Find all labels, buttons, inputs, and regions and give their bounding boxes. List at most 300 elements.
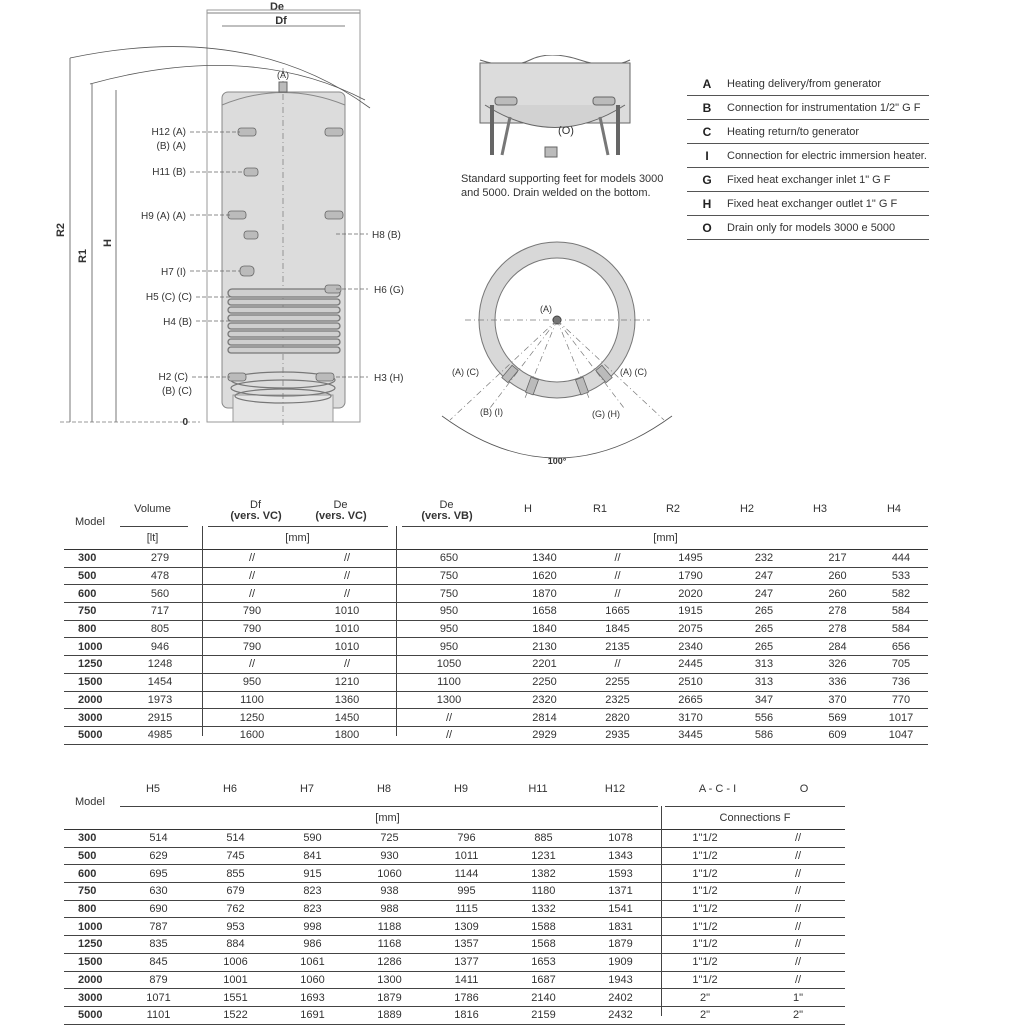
value-cell: 1411 [428, 971, 505, 989]
value-cell: 1786 [428, 989, 505, 1007]
value-cell: 1658 [508, 603, 581, 621]
legend-text: Fixed heat exchanger outlet 1" G F [727, 197, 898, 210]
value-cell: 1831 [582, 918, 659, 936]
value-cell: 1078 [582, 830, 659, 847]
value-cell: 679 [197, 883, 274, 901]
t2-body [64, 830, 845, 1025]
legend-key: O [702, 220, 712, 235]
value-cell: 1800 [304, 726, 390, 744]
value-cell: 279 [120, 550, 200, 567]
value-cell: 1840 [508, 620, 581, 638]
value-cell: 1943 [582, 971, 659, 989]
t1-header-r2: R2 [665, 503, 681, 515]
value-cell: // [200, 550, 304, 567]
table-row [64, 656, 928, 674]
value-cell: 1"1/2 [659, 847, 751, 865]
value-cell: 265 [727, 603, 801, 621]
value-cell: 278 [801, 603, 874, 621]
value-cell: 725 [351, 830, 428, 847]
value-cell: 2" [659, 1006, 751, 1024]
value-cell: 629 [120, 847, 197, 865]
value-cell: 953 [197, 918, 274, 936]
t2-header-aci: A - C - I [698, 783, 737, 795]
value-cell: 1001 [197, 971, 274, 989]
value-cell: 1790 [654, 567, 727, 585]
value-cell: 478 [120, 567, 200, 585]
t2-header-o: O [799, 783, 809, 795]
t1-header-devb-sub: (vers. VB) [421, 510, 473, 522]
r2-dim-label: R2 [55, 222, 67, 238]
legend-text: Connection for electric immersion heater. [727, 149, 927, 162]
value-cell: 1620 [508, 567, 581, 585]
value-cell: // [581, 550, 654, 567]
legend-row [687, 168, 929, 192]
table-row [64, 953, 845, 971]
model-cell: 1250 [64, 656, 120, 674]
value-cell: 1332 [505, 900, 582, 918]
value-cell: 347 [727, 691, 801, 709]
model-cell: 1250 [64, 936, 120, 954]
table-row [64, 971, 845, 989]
value-cell: 790 [200, 638, 304, 656]
value-cell: 630 [120, 883, 197, 901]
value-cell: 988 [351, 900, 428, 918]
value-cell: 1588 [505, 918, 582, 936]
tank-elevation-drawing [0, 0, 450, 470]
t1-header-de-sub: (vers. VC) [315, 510, 367, 522]
value-cell: 1300 [351, 971, 428, 989]
value-cell: 1450 [304, 709, 390, 727]
h-dim-label: H [102, 239, 114, 247]
value-cell: 1"1/2 [659, 953, 751, 971]
value-cell: 1060 [351, 865, 428, 883]
value-cell: 1665 [581, 603, 654, 621]
legend-row [687, 216, 929, 240]
plan-bottom-left-label: (B) (I) [480, 407, 503, 417]
legend-key: I [705, 148, 709, 163]
value-cell: 2159 [505, 1006, 582, 1024]
value-cell: 514 [197, 830, 274, 847]
value-cell: 1909 [582, 953, 659, 971]
value-cell: 884 [197, 936, 274, 954]
model-cell: 500 [64, 847, 120, 865]
t2-header-h9: H9 [453, 783, 469, 795]
value-cell: 950 [390, 638, 508, 656]
t2-header-h5: H5 [145, 783, 161, 795]
model-cell: 750 [64, 603, 120, 621]
value-cell: 1"1/2 [659, 830, 751, 847]
upper-coil [228, 289, 340, 353]
value-cell: 284 [801, 638, 874, 656]
plan-bottom-right-label: (G) (H) [592, 409, 620, 419]
value-cell: 946 [120, 638, 200, 656]
table-row [64, 1006, 845, 1024]
port-label-h7: H7 (I) [161, 267, 186, 278]
legend-text: Heating return/to generator [727, 125, 860, 138]
t1-header-df: Df [250, 499, 261, 511]
port-label-h5: H5 (C) (C) [145, 292, 192, 303]
t1-unit-volume: [lt] [146, 532, 159, 544]
value-cell: 1693 [274, 989, 351, 1007]
value-cell: 787 [120, 918, 197, 936]
value-cell: 1454 [120, 673, 200, 691]
value-cell: 2915 [120, 709, 200, 727]
t1-header-model: Model [75, 516, 105, 528]
model-cell: 750 [64, 883, 120, 901]
value-cell: 823 [274, 900, 351, 918]
value-cell: // [751, 953, 845, 971]
table-row [64, 830, 845, 847]
value-cell: 313 [727, 673, 801, 691]
value-cell: // [581, 585, 654, 603]
t1-header-h4: H4 [886, 503, 902, 515]
legend-key: A [702, 76, 712, 91]
value-cell: 770 [874, 691, 928, 709]
value-cell: // [304, 567, 390, 585]
value-cell: 1687 [505, 971, 582, 989]
value-cell: 1653 [505, 953, 582, 971]
value-cell: 1870 [508, 585, 581, 603]
value-cell: 1495 [654, 550, 727, 567]
legend-row [687, 96, 929, 120]
value-cell: 1568 [505, 936, 582, 954]
model-cell: 300 [64, 830, 120, 847]
value-cell: 1006 [197, 953, 274, 971]
model-cell: 500 [64, 567, 120, 585]
value-cell: 930 [351, 847, 428, 865]
legend-row [687, 72, 929, 96]
value-cell: 1"1/2 [659, 936, 751, 954]
value-cell: 879 [120, 971, 197, 989]
value-cell: 2130 [508, 638, 581, 656]
value-cell: 2432 [582, 1006, 659, 1024]
value-cell: 444 [874, 550, 928, 567]
value-cell: 1593 [582, 865, 659, 883]
table-row [64, 936, 845, 954]
value-cell: 790 [200, 620, 304, 638]
supporting-feet-detail [470, 55, 650, 165]
top-port-label: (A) [277, 70, 289, 80]
plan-angle-label: 100° [547, 456, 567, 466]
value-cell: 2" [751, 1006, 845, 1024]
value-cell: // [751, 883, 845, 901]
model-cell: 800 [64, 900, 120, 918]
t1-unit-dim2: [mm] [653, 532, 678, 544]
value-cell: 2140 [505, 989, 582, 1007]
table-row [64, 550, 928, 567]
value-cell: 2201 [508, 656, 581, 674]
value-cell: 823 [274, 883, 351, 901]
value-cell: 2510 [654, 673, 727, 691]
value-cell: // [200, 567, 304, 585]
legend-row [687, 192, 929, 216]
port-label-h4: H4 (B) [163, 317, 192, 328]
t1-header-volume: Volume [134, 503, 171, 515]
t1-header-h: H [524, 503, 532, 515]
value-cell: 1180 [505, 883, 582, 901]
value-cell: // [751, 918, 845, 936]
t1-header-df-sub: (vers. VC) [230, 510, 282, 522]
value-cell: 1879 [582, 936, 659, 954]
value-cell: 950 [390, 620, 508, 638]
value-cell: 1010 [304, 620, 390, 638]
value-cell: 1600 [200, 726, 304, 744]
value-cell: 2135 [581, 638, 654, 656]
value-cell: 998 [274, 918, 351, 936]
de-label: De [269, 1, 285, 13]
port-sublabel-h2: (B) (C) [162, 386, 192, 397]
value-cell: 1115 [428, 900, 505, 918]
value-cell: 569 [801, 709, 874, 727]
value-cell: 1011 [428, 847, 505, 865]
t2-header-h6: H6 [222, 783, 238, 795]
value-cell: 1060 [274, 971, 351, 989]
value-cell: // [200, 656, 304, 674]
value-cell: 796 [428, 830, 505, 847]
tank-plan-view [430, 230, 690, 470]
r1-dim-label: R1 [77, 248, 89, 264]
value-cell: 690 [120, 900, 197, 918]
value-cell: // [581, 567, 654, 585]
value-cell: 1879 [351, 989, 428, 1007]
value-cell: // [304, 656, 390, 674]
value-cell: 1071 [120, 989, 197, 1007]
value-cell: 584 [874, 620, 928, 638]
value-cell: 260 [801, 585, 874, 603]
value-cell: 514 [120, 830, 197, 847]
value-cell: // [304, 585, 390, 603]
model-cell: 3000 [64, 989, 120, 1007]
value-cell: 750 [390, 585, 508, 603]
table-row [64, 726, 928, 744]
legend-key: C [702, 124, 712, 139]
value-cell: 1309 [428, 918, 505, 936]
value-cell: 855 [197, 865, 274, 883]
model-cell: 5000 [64, 726, 120, 744]
table-row [64, 567, 928, 585]
value-cell: 1010 [304, 638, 390, 656]
legend-key: B [702, 100, 712, 115]
t1-header-r1: R1 [592, 503, 608, 515]
port-label-h3: H3 (H) [374, 373, 404, 384]
value-cell: 790 [200, 603, 304, 621]
value-cell: 265 [727, 620, 801, 638]
table-row [64, 900, 845, 918]
table-row [64, 865, 845, 883]
model-cell: 5000 [64, 1006, 120, 1024]
value-cell: 2320 [508, 691, 581, 709]
value-cell: 1188 [351, 918, 428, 936]
legend-text: Drain only for models 3000 e 5000 [727, 221, 896, 234]
value-cell: 2255 [581, 673, 654, 691]
value-cell: 805 [120, 620, 200, 638]
value-cell: 313 [727, 656, 801, 674]
value-cell: 1522 [197, 1006, 274, 1024]
value-cell: 1101 [120, 1006, 197, 1024]
value-cell: 1973 [120, 691, 200, 709]
value-cell: 835 [120, 936, 197, 954]
t2-header-h11: H11 [528, 783, 548, 795]
model-cell: 2000 [64, 691, 120, 709]
value-cell: 1377 [428, 953, 505, 971]
value-cell: 260 [801, 567, 874, 585]
value-cell: 1017 [874, 709, 928, 727]
value-cell: 717 [120, 603, 200, 621]
value-cell: 1144 [428, 865, 505, 883]
value-cell: 1340 [508, 550, 581, 567]
value-cell: 2250 [508, 673, 581, 691]
value-cell: 2820 [581, 709, 654, 727]
tank-body [222, 92, 345, 408]
value-cell: 590 [274, 830, 351, 847]
t1-header-de: De [333, 499, 348, 511]
table-row [64, 918, 845, 936]
value-cell: 1382 [505, 865, 582, 883]
legend-text: Fixed heat exchanger inlet 1" G F [727, 173, 891, 186]
table-row [64, 691, 928, 709]
value-cell: 1371 [582, 883, 659, 901]
port-label-h12: H12 (A) [151, 127, 186, 138]
model-cell: 800 [64, 620, 120, 638]
value-cell: 1210 [304, 673, 390, 691]
t1-header-devb: De [439, 499, 454, 511]
value-cell: 705 [874, 656, 928, 674]
value-cell: 950 [390, 603, 508, 621]
value-cell: 2402 [582, 989, 659, 1007]
value-cell: 1"1/2 [659, 918, 751, 936]
value-cell: 1061 [274, 953, 351, 971]
value-cell: 2020 [654, 585, 727, 603]
t2-header-h12: H12 [604, 783, 626, 795]
legend-key: H [702, 196, 712, 211]
value-cell: 1551 [197, 989, 274, 1007]
value-cell: 2929 [508, 726, 581, 744]
model-cell: 1500 [64, 673, 120, 691]
value-cell: 336 [801, 673, 874, 691]
value-cell: 533 [874, 567, 928, 585]
value-cell: 885 [505, 830, 582, 847]
model-cell: 300 [64, 550, 120, 567]
table-row [64, 620, 928, 638]
value-cell: // [581, 656, 654, 674]
value-cell: 2325 [581, 691, 654, 709]
plan-center-label: (A) [540, 304, 552, 314]
legend-text: Connection for instrumentation 1/2" G F [727, 101, 921, 114]
table-row [64, 989, 845, 1007]
legend-text: Heating delivery/from generator [727, 77, 882, 90]
value-cell: 1248 [120, 656, 200, 674]
value-cell: // [304, 550, 390, 567]
port-label-h8: H8 (B) [372, 230, 401, 241]
connection-legend [687, 72, 929, 240]
t2-header-model: Model [75, 796, 105, 808]
value-cell: 1231 [505, 847, 582, 865]
value-cell: 4985 [120, 726, 200, 744]
value-cell: 1"1/2 [659, 971, 751, 989]
value-cell: 232 [727, 550, 801, 567]
value-cell: 1050 [390, 656, 508, 674]
value-cell: 2075 [654, 620, 727, 638]
value-cell: 1"1/2 [659, 865, 751, 883]
value-cell: // [751, 900, 845, 918]
value-cell: // [390, 726, 508, 744]
t2-unit-dim: [mm] [375, 812, 400, 824]
legend-row [687, 120, 929, 144]
value-cell: // [751, 936, 845, 954]
model-cell: 3000 [64, 709, 120, 727]
value-cell: 1889 [351, 1006, 428, 1024]
value-cell: 1"1/2 [659, 883, 751, 901]
model-cell: 600 [64, 585, 120, 603]
value-cell: 950 [200, 673, 304, 691]
value-cell: 2445 [654, 656, 727, 674]
value-cell: 995 [428, 883, 505, 901]
value-cell: 265 [727, 638, 801, 656]
port-label-h9: H9 (A) (A) [141, 211, 186, 222]
value-cell: 1360 [304, 691, 390, 709]
model-cell: 1500 [64, 953, 120, 971]
table-row [64, 638, 928, 656]
t1-body [64, 550, 928, 745]
value-cell: 915 [274, 865, 351, 883]
value-cell: 1250 [200, 709, 304, 727]
value-cell: 1691 [274, 1006, 351, 1024]
value-cell: 841 [274, 847, 351, 865]
df-label: Df [275, 15, 287, 27]
value-cell: 217 [801, 550, 874, 567]
plan-right-label: (A) (C) [620, 367, 647, 377]
value-cell: 1"1/2 [659, 900, 751, 918]
value-cell: 2814 [508, 709, 581, 727]
t2-header-h7: H7 [299, 783, 315, 795]
t1-header-h3: H3 [812, 503, 828, 515]
model-cell: 600 [64, 865, 120, 883]
value-cell: 938 [351, 883, 428, 901]
table-row [64, 673, 928, 691]
value-cell: 1357 [428, 936, 505, 954]
table-row [64, 709, 928, 727]
value-cell: // [751, 830, 845, 847]
value-cell: 1845 [581, 620, 654, 638]
t2-header-h8: H8 [376, 783, 392, 795]
value-cell: 584 [874, 603, 928, 621]
value-cell: 986 [274, 936, 351, 954]
feet-note: Standard supporting feet for models 3000 and 5000. Drain welded on the bottom. [461, 173, 664, 199]
value-cell: 1300 [390, 691, 508, 709]
legend-row [687, 144, 929, 168]
value-cell: 326 [801, 656, 874, 674]
port-sublabel-h12: (B) (A) [156, 141, 186, 152]
value-cell: 1010 [304, 603, 390, 621]
t1-header-h2: H2 [739, 503, 755, 515]
table-row [64, 603, 928, 621]
value-cell: // [751, 865, 845, 883]
model-cell: 2000 [64, 971, 120, 989]
value-cell: 1816 [428, 1006, 505, 1024]
value-cell: // [200, 585, 304, 603]
value-cell: 582 [874, 585, 928, 603]
port-label-h2: H2 (C) [158, 372, 188, 383]
plan-left-label: (A) (C) [452, 367, 479, 377]
port-label-h11: H11 (B) [152, 167, 186, 178]
value-cell: 656 [874, 638, 928, 656]
value-cell: 736 [874, 673, 928, 691]
value-cell: 762 [197, 900, 274, 918]
drain-label: (O) [558, 125, 574, 137]
value-cell: 2" [659, 989, 751, 1007]
value-cell: 1" [751, 989, 845, 1007]
value-cell: 370 [801, 691, 874, 709]
